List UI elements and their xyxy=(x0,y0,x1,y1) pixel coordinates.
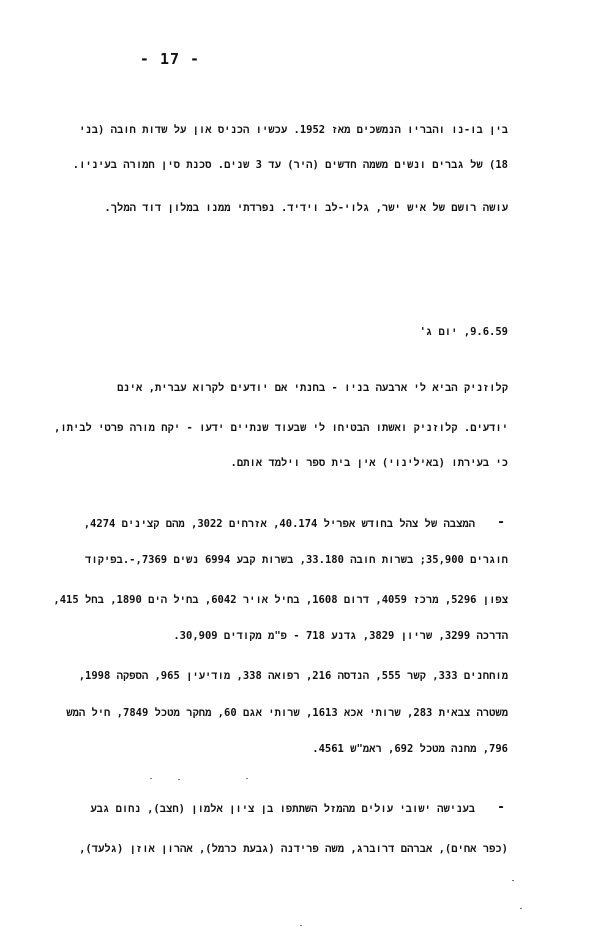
paragraph-3-line-3: צפון 5296, מרכז 4059, דרום 1608, בחיל אויר 6042, בחיל הים 1890, בחל 415, xyxy=(53,594,508,606)
paragraph-2-line-2: יודעים. קלוזניק ואשתו הבטיחו לי שבעוד שנתיים ידעו - יקח מורה פרטי לביתו, xyxy=(54,422,508,434)
paragraph-2-line-3: כי בעירתו (באילינוי) אין בית ספר וילמד אותם. xyxy=(230,457,508,469)
paragraph-4-line-2: (כפר אחים), אברהם דרוברג, משה פרידנה (גבעת כרמל), אהרון אוזן (גלעד), xyxy=(79,843,508,855)
paragraph-2-line-1: קלוזניק הביא לי ארבעה בניו - בחנתי אם יודעים לקרוא עברית, אינם xyxy=(117,382,508,394)
paragraph-3-line-5: מוחחנים 333, קשר 555, הנדסה 216, רפואה 338, מודיעין 965, הספקה 1998, xyxy=(78,670,508,682)
scan-speck xyxy=(300,925,302,926)
paragraph-4-dash: - xyxy=(497,800,505,815)
paragraph-3-line-2: חוגרים 35,900; בשרות חובה 33.180, בשרות קבע 6994 נשים 7369,-.בפיקוד xyxy=(85,554,508,566)
scan-speck xyxy=(246,778,248,779)
date-heading: 9.6.59, יום ג' xyxy=(419,326,508,338)
paragraph-1-line-3: עושה רושם של איש ישר, גלוי-לב וידיד. נפרדתי ממנו במלון דוד המלך. xyxy=(104,202,508,214)
paragraph-4-line-1: בענישה ישובי עולים מהמזל השתתפו בן ציון אלמון (חצב), נחום גבע xyxy=(90,803,475,815)
paragraph-1-line-1: בין בו-נו והבריו הנמשכים מאז 1952. עכשיו הכניס און על שדות חובה (בני xyxy=(79,124,508,136)
paragraph-3-line-1: המצבה של צהל בחודש אפריל 40.174, אזרחים 3022, מהם קצינים 4274, xyxy=(83,518,475,530)
paragraph-1-line-2: 18) של גברים ונשים משמה חדשים (היר) עד 3 שנים. סכנת סין חמורה בעיניו. xyxy=(72,159,508,171)
paragraph-3-dash: - xyxy=(497,515,505,530)
page-number: - 17 - xyxy=(139,50,201,68)
scan-speck xyxy=(178,779,180,780)
paragraph-3-line-6: משטרה צבאית 283, שרותי אכא 1613, שרותי אגם 60, מחקר מטכל 7849, חיל המש xyxy=(66,707,508,719)
scan-speck xyxy=(150,778,152,779)
scan-speck xyxy=(520,908,522,909)
paragraph-3-line-4: הדרכה 3299, שריון 3829, גדנע 718 - פ"מ מקודים 30,909. xyxy=(173,630,508,642)
paragraph-3-line-7: 796, מחנה מטכל 692, ראמ"ש 4561. xyxy=(312,743,508,755)
scan-speck xyxy=(512,880,514,881)
